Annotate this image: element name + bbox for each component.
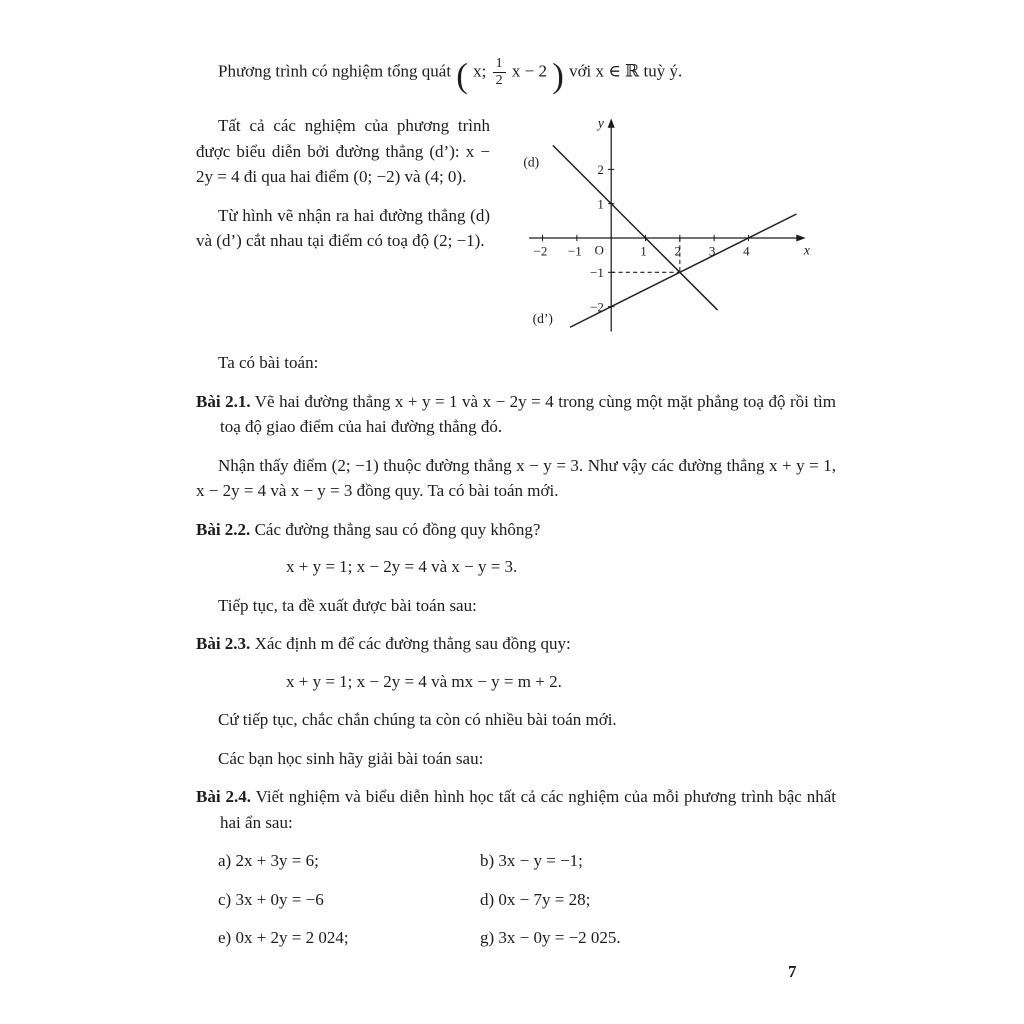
origin-label: O <box>594 242 604 258</box>
x-tick-label: 1 <box>640 243 647 259</box>
x-tick-label: 3 <box>708 243 716 259</box>
x-tick-label: −2 <box>533 243 548 259</box>
coordinate-graph <box>502 113 814 337</box>
note-students: Các bạn học sinh hãy giải bài toán sau: <box>218 748 484 768</box>
problem-2-2 <box>196 517 836 543</box>
y-tick-label: −1 <box>590 265 604 281</box>
problem-2-1-text: Vẽ hai đường thẳng x + y = 1 và x − 2y = 4 trong cùng một mặt phẳng toạ độ rồi tìm toạ độ giao điểm của hai đường thẳng đó. <box>220 391 837 437</box>
line-d-label: (d) <box>523 154 540 170</box>
paragraph-solutions-line: Tất cả các nghiệm của phương trình được biểu diễn bởi đường thẳng (d’): x − 2y = 4 đi qua hai điểm (0; −2) và (4; 0). <box>196 116 490 187</box>
line-d <box>553 145 718 310</box>
equation-item-d: d) 0x − 7y = 28; <box>480 889 591 909</box>
formula-prefix: Phương trình có nghiệm tổng quát <box>218 61 452 81</box>
x-tick-label: 2 <box>674 243 682 259</box>
fraction-numerator: 1 <box>493 56 506 73</box>
note-continue-2: Cứ tiếp tục, chắc chắn chúng ta còn có nhiều bài toán mới. <box>218 710 617 730</box>
equations-row-3 <box>196 925 836 951</box>
coordinate-graph-figure <box>502 113 818 337</box>
formula-x-part: x; <box>473 61 487 81</box>
formula-suffix: với x ∈ ℝ tuỳ ý. <box>569 61 683 81</box>
content-column <box>196 50 836 951</box>
note-continue-1: Tiếp tục, ta đề xuất được bài toán sau: <box>218 595 477 615</box>
equation-item-c: c) 3x + 0y = −6 <box>218 889 324 909</box>
problem-2-2-label: Bài 2.2. <box>196 519 251 539</box>
general-solution-formula <box>196 55 836 95</box>
problem-2-4-label: Bài 2.4. <box>196 787 251 807</box>
y-tick-label: 1 <box>597 196 604 212</box>
fraction-denominator: 2 <box>495 73 503 89</box>
paragraph-we-have-problem: Ta có bài toán: <box>218 353 319 373</box>
line-d-prime-label: (d’) <box>532 310 553 326</box>
equation-item-g: g) 3x − 0y = −2 025. <box>480 928 621 948</box>
problem-2-4 <box>196 784 836 835</box>
solutions-and-graph-section <box>196 113 836 337</box>
y-tick-label: −2 <box>590 299 604 315</box>
y-tick-label: 2 <box>597 162 604 178</box>
close-paren: ) <box>552 55 564 95</box>
problem-2-1 <box>196 389 836 440</box>
problem-2-4-text: Viết nghiệm và biểu diễn hình học tất cả các nghiệm của mỗi phương trình bậc nhất hai ẩn sau: <box>220 787 836 832</box>
equations-row-1 <box>196 848 836 874</box>
equations-row-2 <box>196 887 836 913</box>
x-tick-label: 4 <box>743 243 750 259</box>
problem-2-3-label: Bài 2.3. <box>196 634 251 654</box>
x-axis-label: x <box>803 242 810 258</box>
problem-2-2-text: Các đường thẳng sau có đồng quy không? <box>254 519 541 539</box>
fraction-one-half <box>493 56 506 89</box>
equation-item-b: b) 3x − y = −1; <box>480 851 583 871</box>
graph-description-column <box>196 113 490 337</box>
x-axis-arrow-icon <box>796 234 805 241</box>
paragraph-figure-intersection: Từ hình vẽ nhận ra hai đường thẳng (d) và (d’) cắt nhau tại điểm có toạ độ (2; −1). <box>196 205 490 251</box>
problem-2-3-equation: x + y = 1; x − 2y = 4 và mx − y = m + 2. <box>286 671 562 691</box>
y-axis-arrow-icon <box>608 118 615 127</box>
equations-grid <box>196 848 836 951</box>
x-tick-label: −1 <box>567 243 582 259</box>
line-d-prime <box>567 214 797 327</box>
equation-item-e: e) 0x + 2y = 2 024; <box>218 928 349 948</box>
problem-2-1-label: Bài 2.1. <box>196 391 251 411</box>
problem-2-3-text: Xác định m để các đường thẳng sau đồng quy: <box>254 634 571 654</box>
note-after-problem-2-1: Nhận thấy điểm (2; −1) thuộc đường thẳng x − y = 3. Như vậy các đường thẳng x + y = 1, x − 2y = 4 và x − y = 3 đồng quy. Ta có bài toán mới. <box>196 455 836 501</box>
open-paren: ( <box>456 55 468 95</box>
y-axis-label: y <box>597 115 604 131</box>
formula-rest-part: x − 2 <box>511 61 547 81</box>
problem-2-3 <box>196 631 836 657</box>
equation-item-a: a) 2x + 3y = 6; <box>218 851 319 871</box>
page-number: 7 <box>788 962 797 981</box>
problem-2-2-equation: x + y = 1; x − 2y = 4 và x − y = 3. <box>286 557 518 577</box>
